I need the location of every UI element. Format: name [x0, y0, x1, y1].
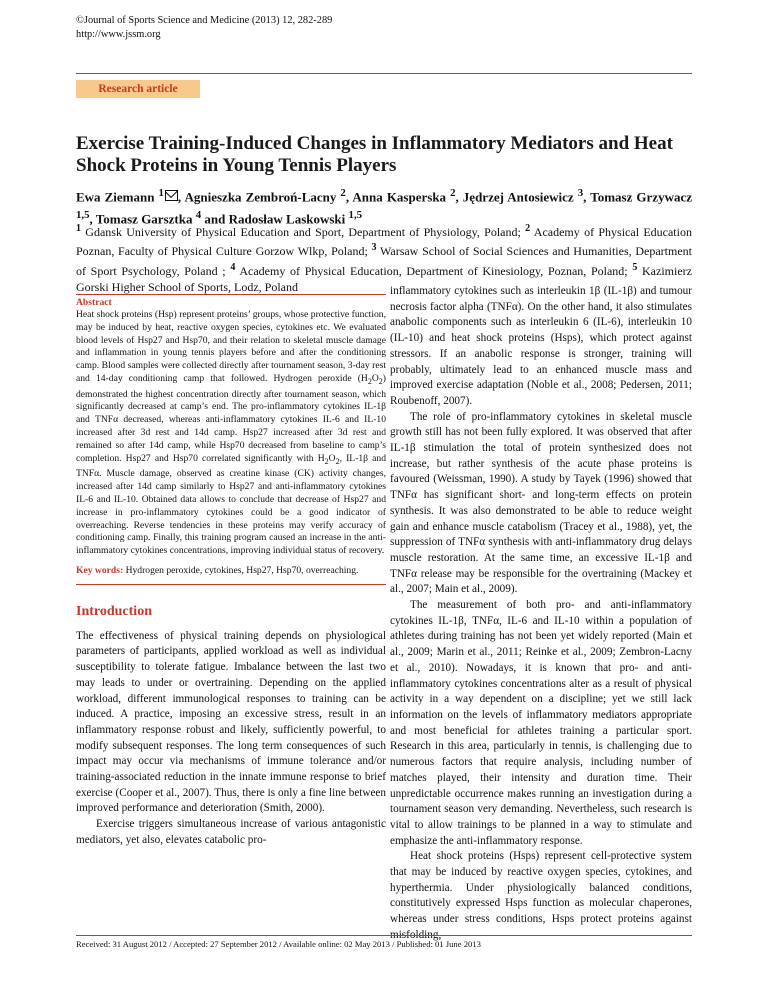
- mail-icon[interactable]: [165, 190, 178, 201]
- right-column: [390, 284, 692, 944]
- article-type-badge: Research article: [76, 80, 200, 98]
- formula-subscript: 2: [378, 376, 383, 386]
- formula-part: H: [317, 452, 325, 464]
- formula-subscript: 2: [367, 376, 372, 386]
- article-title: Exercise Training-Induced Changes in Inflammatory Mediators and Heat Shock Proteins in Young Tennis Players: [76, 133, 673, 176]
- body-paragraph-3: The measurement of both pro- and anti-inflammatory cytokines IL-1β, TNFα, IL-6 and IL-10 within a population of athletes during training has not been yet widely reported (Main et al., 2009; Marin et al., 2011; Reinke et al., 2009; Zembron-Lacny et al., 2010). Nowadays, it is known that pro- and anti-inflammatory cytokines concentrations alter as a result of physical activity in a way dependent on a discipline; yet we still lack information on the levels of inflammatory mediators appropriate and most beneficial for athletes training a particular sport. Research in this area, particularly in tennis, is challenging due to numerous factors that require analysis, including number of matches played, their intensity and duration time. Their unpredictable occurrence makes running an investigation during a tournament season very demanding. Nevertheless, such research is vital to allow trainings to be planned in a way to stimulate and emphasize the anti-inflammatory response.: [390, 599, 692, 847]
- body-paragraph-2: The role of pro-inflammatory cytokines in skeletal muscle growth still has not been fully explored. It was observed that after IL-1β stimulation the total of protein synthesized does not increase, but rather synthesis of the acute phase proteins is favoured (Weissman, 1990). A study by Tayek (1996) showed that TNFα has significant short- and long-term effects on protein synthesis. It was also demonstrated to be able to reduce weight gain and enhance muscle catabolism (Tracey et al., 1988), yet, the suppression of TNFα synthesis with anti-inflammatory drug delays muscle restoration. At the same time, an excessive IL-1β and TNFα release may be responsible for the overtraining (Mackey et al., 2007; Main et al., 2009).: [390, 410, 692, 596]
- author-name: Ewa Ziemann: [76, 189, 159, 205]
- author-superscript: 2: [340, 187, 346, 199]
- body-paragraph-4: Heat shock proteins (Hsps) represent cell-protective system that may be induced by reactive oxygen species, cytokines, and hyperthermia. Under physiologically balanced conditions, constitutively expressed Hsps function as molecular chaperones, whereas under stress conditions, Hsps protect proteins against misfolding,: [390, 850, 692, 941]
- affiliation-text: Kazimierz Gorski Higher School of Sports, Lodz, Poland: [76, 263, 692, 295]
- footer-dates: Received: 31 August 2012 / Accepted: 27 September 2012 / Available online: 02 May 2013 / Published: 01 June 2013: [76, 935, 692, 950]
- formula-part: O: [328, 452, 336, 464]
- body-paragraph-1: inflammatory cytokines such as interleukin 1β (IL-1β) and tumour necrosis factor alpha (TNFα). On the other hand, it also stimulates anabolic components such as interleukin 6 (IL-6), interleukin 10 (IL-10) and heat shock proteins (Hsps), which protect against stressors. If an anabolic response is stronger, training will probably, ultimately lead to an enhanced muscle mass and improved exercise adaptation (Noble et al., 2008; Pedersen, 2011; Roubenoff, 2007).: [390, 285, 692, 407]
- abstract-top-rule: [76, 294, 386, 295]
- author-superscript: 3: [577, 187, 584, 199]
- keywords-label: Key words:: [76, 564, 124, 576]
- affiliation-text: Academy of Physical Education, Department of Kinesiology, Poznan, Poland;: [235, 263, 633, 278]
- formula-subscript: 2: [335, 456, 340, 466]
- author-superscript: 1,5: [76, 209, 90, 222]
- abstract-bottom-rule: [76, 584, 386, 585]
- formula-part: O: [371, 372, 379, 384]
- author-name: and Radosław Laskowski: [201, 211, 349, 227]
- journal-url[interactable]: http://www.jssm.org: [76, 29, 161, 40]
- abstract-part: Heat shock proteins (Hsp) represent proteins’ groups, whose protective function, may be induced by heat, reactive oxygen species, cytokines etc. We evaluated blood levels of Hsp27 and Hsp70, and their relation to skeletal muscle damage and inflammation in young tennis players before and after the conditioning camp. Blood samples were collected directly after tournament season, 3-day rest and 14-day conditioning camp that followed. Hydrogen peroxide (: [76, 309, 386, 384]
- keywords-text: Hydrogen peroxide, cytokines, Hsp27, Hsp70, overreaching.: [123, 564, 359, 576]
- author-name: , Tomasz Garsztka: [89, 211, 196, 227]
- affiliation-superscript: 4: [230, 261, 236, 273]
- abstract-heading: Abstract: [76, 297, 112, 308]
- affiliation-text: Gdansk University of Physical Education and Sport, Department of Physiology, Poland;: [81, 225, 526, 239]
- affiliation-superscript: 3: [371, 242, 377, 254]
- author-name: , Agnieszka Zembroń-Lacny: [177, 189, 341, 205]
- intro-paragraph-1: The effectiveness of physical training depends on physiological parameters of participants, applied workload as well as individual susceptibility to tolerate fatigue. Imbalance between the last two may leads to under or overtraining. Depending on the applied workload, different immunological responses to training can be induced. A practice, imposing an excessive stress, result in an inflammatory response robust and likely, sufficiently powerful, to modify subsequent responses. The long term consequences of such impact may occur via mechanisms of immune tolerance and/or training-associated reduction in the innate immune response to brief exercise (Cooper et al., 2007). Thus, there is only a fine line between improved performance and deterioration (Smith, 2000).: [76, 629, 386, 815]
- intro-paragraph-2: Exercise triggers simultaneous increase of various antagonistic mediators, yet also, elevates catabolic pro-: [76, 818, 386, 846]
- abstract-part: , IL-1β and TNFα. Muscle damage, observed as creatine kinase (CK) activity changes, increased after 14d camp similarly to Hsp27 and anti-inflammatory cytokines IL-6 and IL-10. Obtained data allows to conclude that decrease of Hsp27 and increase in pro-inflammatory cytokines could be a good indicator of overreaching. Reverse tendencies in these proteins may verify accuracy of conditioning camp. Finally, this training program caused an increase in the anti-inflammatory cytokines concentrations, improving individual status of recovery.: [76, 452, 386, 557]
- affiliation-text: Warsaw School of Social Sciences and Humanities, Department of Sport Psychology, Poland ;: [76, 244, 692, 278]
- affiliation-superscript: 1: [76, 223, 81, 234]
- affiliation-superscript: 5: [632, 261, 638, 273]
- author-name: , Anna Kasperska: [345, 189, 451, 205]
- formula-subscript: 2: [324, 456, 329, 466]
- formula-part: H: [360, 372, 368, 384]
- affiliation-superscript: 2: [525, 223, 531, 234]
- keywords: [76, 565, 386, 578]
- masthead: [76, 14, 332, 42]
- author-superscript: 2: [450, 187, 456, 199]
- affiliation-text: Academy of Physical Education Poznan, Faculty of Physical Culture Gorzow Wlkp, Poland;: [76, 225, 692, 259]
- author-name: , Tomasz Grzywacz: [583, 189, 692, 205]
- left-column: [76, 294, 386, 849]
- journal-citation: ©Journal of Sports Science and Medicine (2013) 12, 282-289: [76, 15, 333, 26]
- author-superscript: 1,5: [348, 209, 363, 222]
- abstract-text: [76, 309, 386, 558]
- introduction-heading: Introduction: [76, 603, 152, 619]
- author-superscript: 1: [158, 187, 164, 199]
- header-rule: [76, 73, 692, 74]
- author-superscript: 4: [195, 209, 202, 222]
- abstract-part: ) demonstrated the highest concentration directly after tournament season, which significantly decreased at camp’s end. The pro-inflammatory cytokines IL-1β and TNFα decreased, whereas anti-inflammatory cytokines IL-6 and IL-10 increased after 3d rest and 14d camp. Hsp27 increased after 3d rest and remained so after 14d camp, while Hsp70 decreased from baseline to camp’s completion. Hsp27 and Hsp70 correlated significantly with: [76, 372, 386, 464]
- author-name: , Jędrzej Antosiewicz: [455, 189, 578, 205]
